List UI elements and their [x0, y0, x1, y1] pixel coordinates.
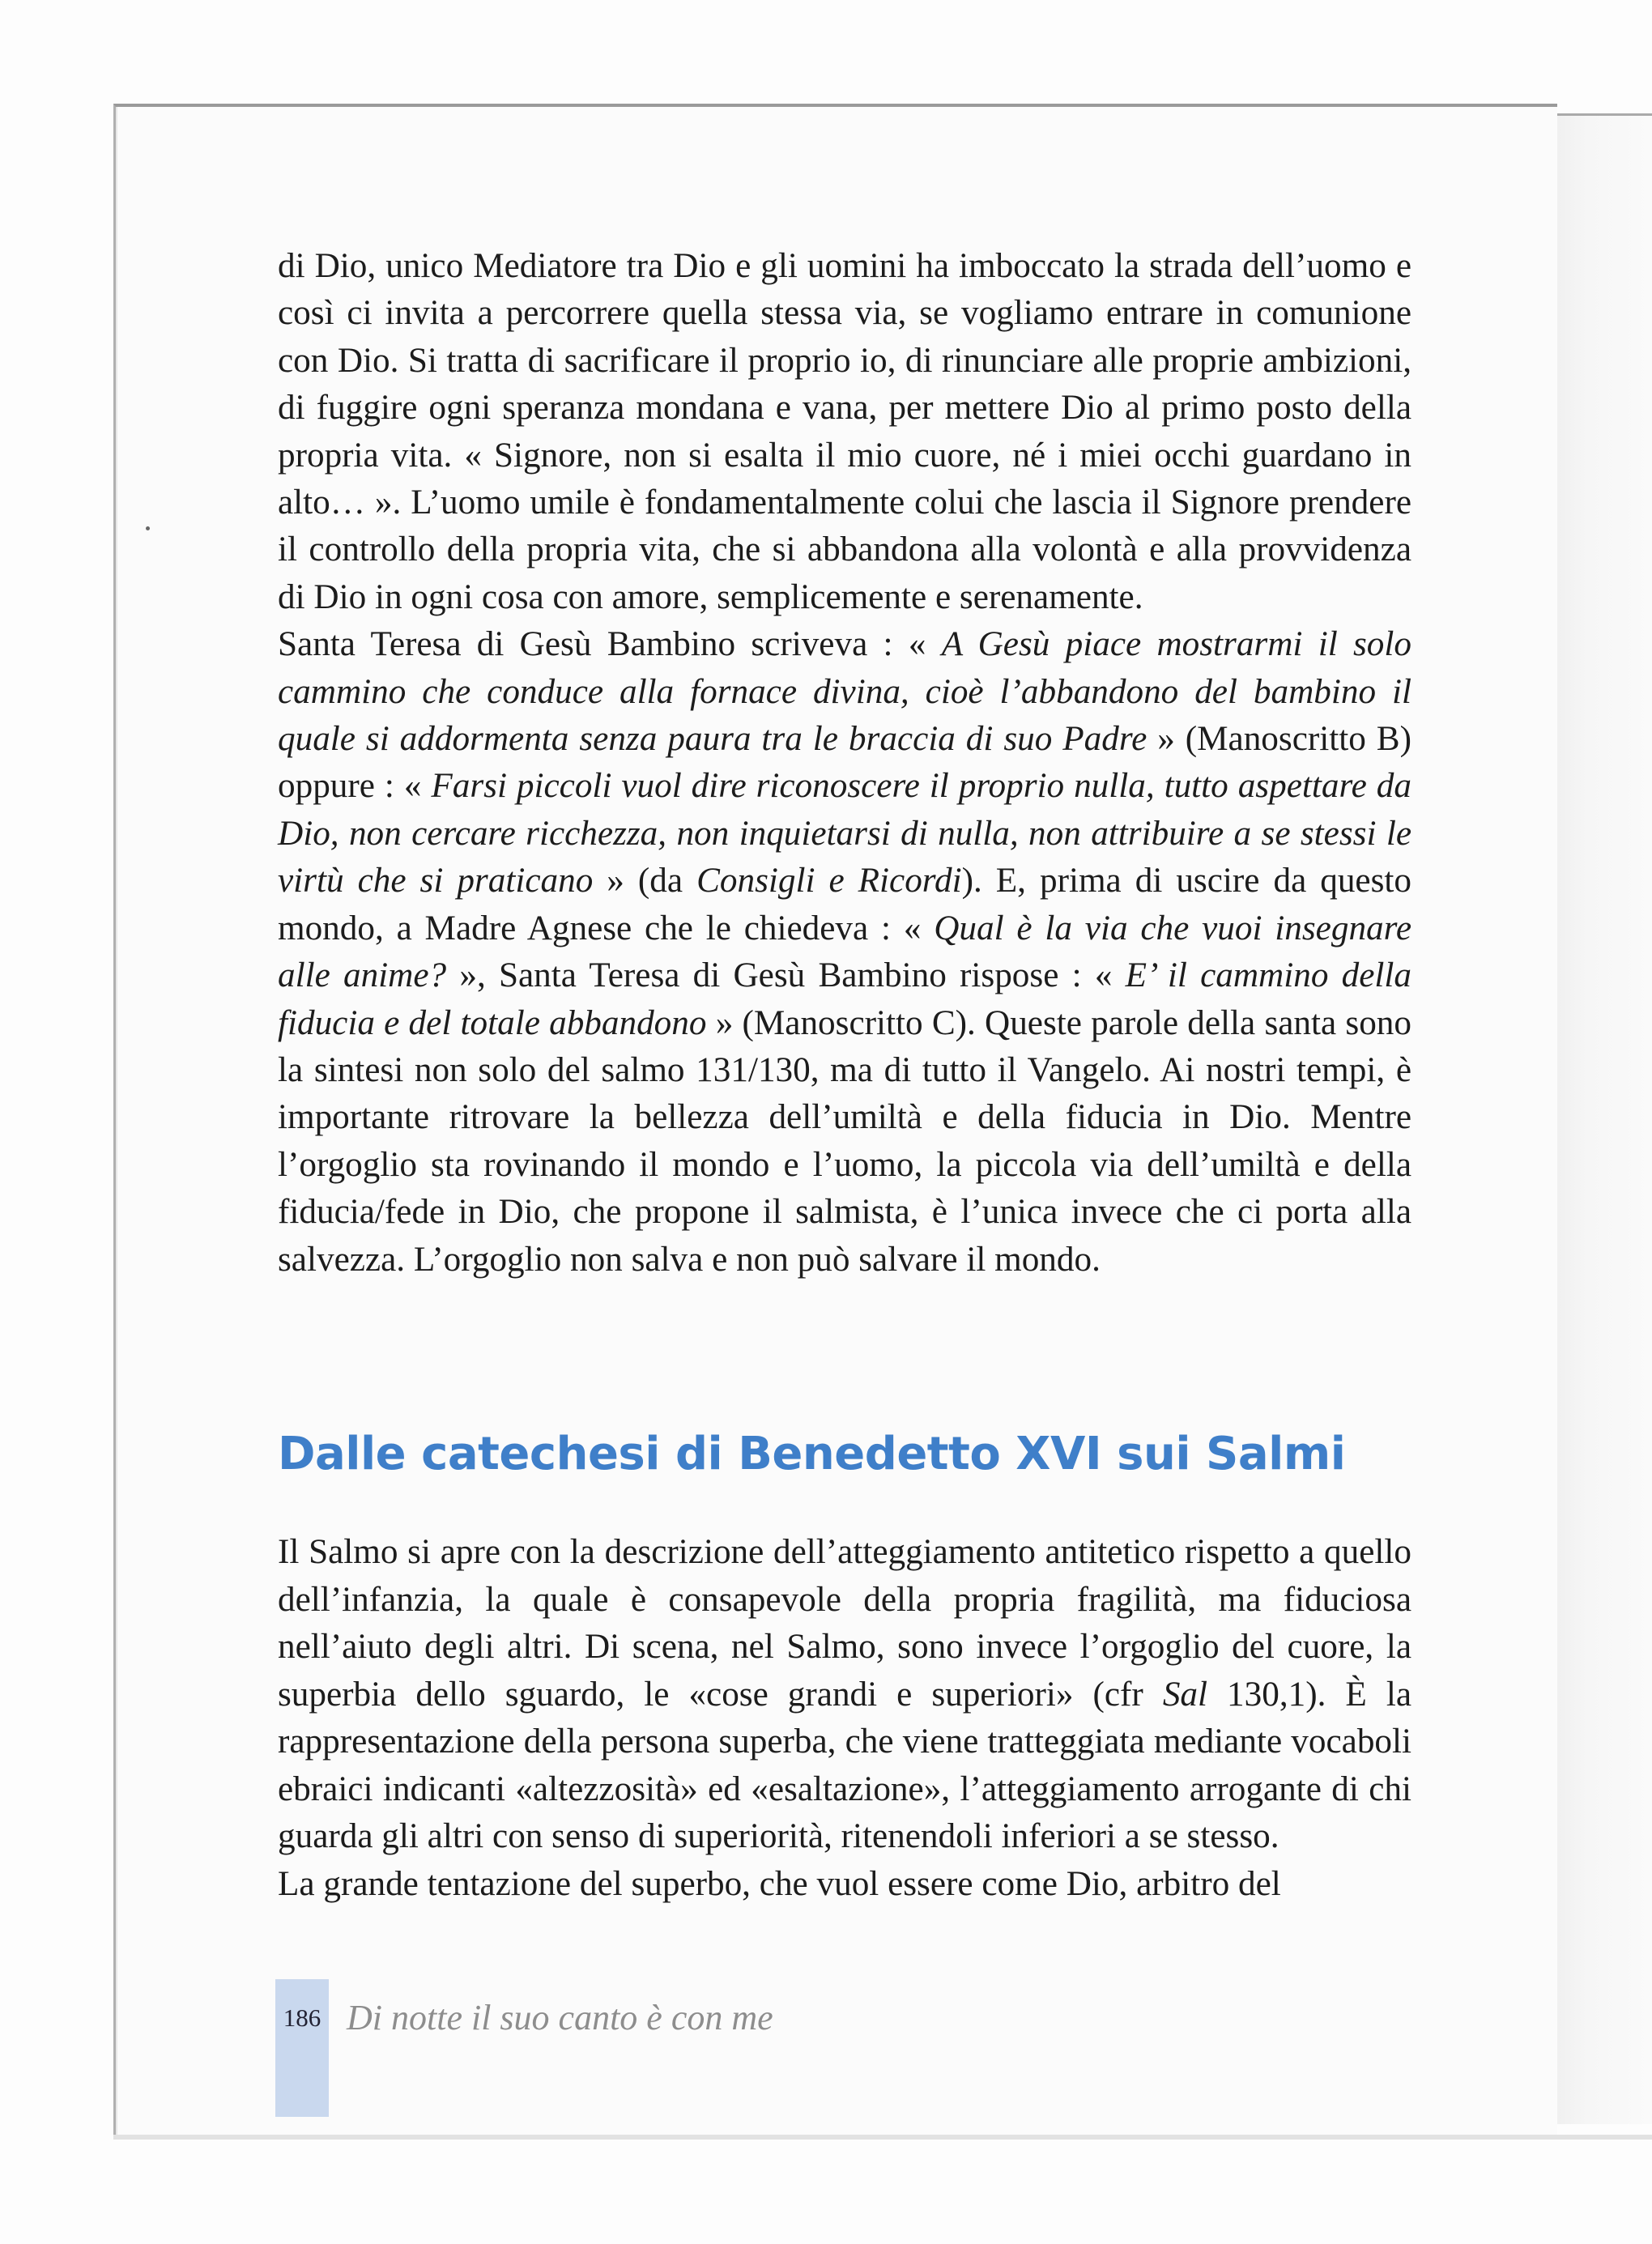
body-text-section-2 — [278, 1529, 1411, 1908]
paragraph-santa-teresa — [278, 621, 1411, 1284]
section-heading: Dalle catechesi di Benedetto XVI sui Salmi — [278, 1428, 1346, 1480]
running-title: Di notte il suo canto è con me — [347, 1998, 773, 2037]
page-number: 186 — [283, 2003, 321, 2032]
italic-title: Consigli e Ricordi — [696, 862, 962, 901]
body-text-section-1 — [278, 243, 1411, 1284]
paragraph-temptation: La grande tentazione del superbo, che vuol essere come Dio, arbitro del — [278, 1864, 1281, 1903]
italic-quote: E’ il cammino della fiducia e del totale abbandono — [278, 956, 1411, 1042]
paragraph-psalm-opening — [278, 1529, 1411, 1861]
text-run: 130,1). È la rappresentazione della persona superba, che viene tratteggiata mediante vocaboli ebraici indicanti «altezzosità» ed «esaltazione», l’atteggiamento arrogante di chi guarda gli altri con senso di superiorità, ritenendoli inferiori a se stesso. — [278, 1675, 1411, 1855]
scan-speck — [146, 526, 150, 530]
italic-quote: Farsi piccoli vuol dire riconoscere il proprio nulla, tutto aspettare da Dio, non cercare ricchezza, non inquietarsi di nulla, non attribuire a se stessi le virtù che si praticano — [278, 767, 1411, 901]
text-run: Santa Teresa di Gesù Bambino scriveva : « — [278, 625, 942, 664]
text-run: » (Manoscritto B) oppure : « — [278, 720, 1411, 806]
page-bottom-shadow — [113, 2135, 1652, 2140]
italic-quote: Qual è la via che vuoi insegnare alle anime? — [278, 909, 1412, 995]
text-run: » (da — [593, 862, 697, 901]
paragraph-humility: di Dio, unico Mediatore tra Dio e gli uomini ha imboccato la strada dell’uomo e così ci invita a percorrere quella stessa via, se vogliamo entrare in comunione con Dio. Si tratta di sacrificare il proprio io, di rinunciare alle proprie ambizioni, di fuggire ogni speranza mondana e vana, per mettere Dio al primo posto della propria vita. « Signore, non si esalta il mio cuore, né i miei occhi guardano in alto… ». L’uomo umile è fondamentalmente colui che lascia il Signore prendere il controllo della propria vita, che si abbandona alla volontà e alla provvidenza di Dio in ogni cosa con amore, semplicemente e serenamente. — [278, 247, 1411, 616]
text-run: Il Salmo si apre con la descrizione dell’atteggiamento antitetico rispetto a quello dell’infanzia, la quale è consapevole della propria fragilità, ma fiduciosa nell’aiuto degli altri. Di scena, nel Salmo, sono invece l’orgoglio del cuore, la superbia dello sguardo, le «cose grandi e superiori» (cfr — [278, 1533, 1411, 1714]
page-number-tab — [275, 1979, 329, 2117]
italic-quote: A Gesù piace mostrarmi il solo cammino che conduce alla fornace divina, cioè l’abbandono del bambino il quale si addormenta senza paura tra le braccia di suo Padre — [278, 625, 1411, 759]
text-run: », Santa Teresa di Gesù Bambino rispose : « — [446, 956, 1126, 995]
italic-reference: Sal — [1162, 1675, 1208, 1714]
text-run: ). E, prima di uscire da questo mondo, a Madre Agnese che le chiedeva : « — [278, 862, 1412, 947]
text-run: » (Manoscritto C). Queste parole della santa sono la sintesi non solo del salmo 131/130, ma di tutto il Vangelo. Ai nostri tempi, è importante ritrovare la bellezza dell’umiltà e della fiducia in Dio. Mentre l’orgoglio sta rovinando il mondo e l’uomo, la piccola via dell’umiltà e della fiducia/fede in Dio, che propone il salmista, è l’unica invece che ci porta alla salvezza. L’orgoglio non salva e non può salvare il mondo. — [278, 1003, 1411, 1279]
